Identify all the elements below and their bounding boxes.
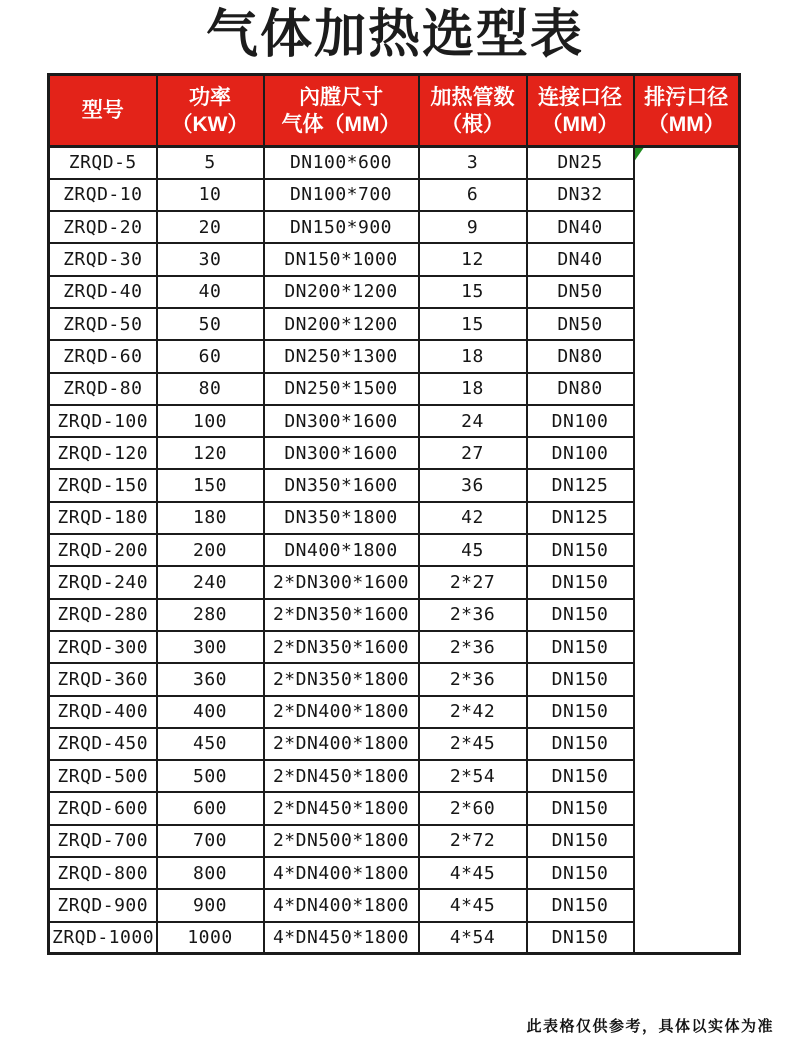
cell-connection-diameter: DN100 [527,437,634,469]
cell-tube-count: 24 [419,405,527,437]
cell-power: 900 [157,889,264,921]
cell-model: ZRQD-1000 [49,922,157,954]
cell-connection-diameter: DN150 [527,792,634,824]
cell-power: 20 [157,211,264,243]
cell-chamber-size: 2*DN400*1800 [264,728,419,760]
cell-power: 300 [157,631,264,663]
cell-chamber-size: 2*DN350*1600 [264,631,419,663]
cell-power: 30 [157,243,264,275]
cell-connection-diameter: DN150 [527,728,634,760]
cell-power: 700 [157,825,264,857]
cell-chamber-size: DN100*600 [264,147,419,179]
cell-tube-count: 45 [419,534,527,566]
cell-connection-diameter: DN150 [527,696,634,728]
cell-model: ZRQD-600 [49,792,157,824]
table-header-row [49,75,740,147]
cell-model: ZRQD-180 [49,502,157,534]
cell-power: 80 [157,373,264,405]
cell-power: 120 [157,437,264,469]
cell-power: 10 [157,179,264,211]
cell-model: ZRQD-10 [49,179,157,211]
cell-tube-count: 2*27 [419,566,527,598]
cell-chamber-size: 2*DN500*1800 [264,825,419,857]
cell-model: ZRQD-80 [49,373,157,405]
cell-power: 200 [157,534,264,566]
cell-power: 40 [157,276,264,308]
cell-tube-count: 18 [419,340,527,372]
cell-tube-count: 42 [419,502,527,534]
cell-connection-diameter: DN150 [527,825,634,857]
cell-chamber-size: 4*DN450*1800 [264,922,419,954]
cell-chamber-size: DN250*1500 [264,373,419,405]
cell-connection-diameter: DN80 [527,340,634,372]
cell-model: ZRQD-30 [49,243,157,275]
cell-connection-diameter: DN32 [527,179,634,211]
cell-connection-diameter: DN40 [527,243,634,275]
cell-power: 600 [157,792,264,824]
cell-chamber-size: 2*DN400*1800 [264,696,419,728]
cell-power: 500 [157,760,264,792]
cell-connection-diameter: DN80 [527,373,634,405]
cell-connection-diameter: DN25 [527,147,634,179]
cell-model: ZRQD-300 [49,631,157,663]
cell-chamber-size: 4*DN400*1800 [264,857,419,889]
cell-model: ZRQD-500 [49,760,157,792]
cell-connection-diameter: DN150 [527,599,634,631]
cell-power: 180 [157,502,264,534]
cell-connection-diameter: DN50 [527,276,634,308]
cell-model: ZRQD-450 [49,728,157,760]
cell-tube-count: 4*45 [419,857,527,889]
cell-connection-diameter: DN150 [527,566,634,598]
cell-chamber-size: 2*DN450*1800 [264,760,419,792]
cell-connection-diameter: DN150 [527,857,634,889]
cell-chamber-size: DN150*1000 [264,243,419,275]
cell-power: 400 [157,696,264,728]
cell-drain-diameter-merged [634,147,740,954]
cell-chamber-size: 2*DN300*1600 [264,566,419,598]
disclaimer-note: 此表格仅供参考，具体以实体为准 [526,1018,774,1035]
cell-corner-marker-icon [635,148,644,161]
cell-tube-count: 27 [419,437,527,469]
cell-model: ZRQD-400 [49,696,157,728]
cell-power: 360 [157,663,264,695]
cell-model: ZRQD-900 [49,889,157,921]
cell-connection-diameter: DN150 [527,760,634,792]
cell-power: 280 [157,599,264,631]
cell-model: ZRQD-700 [49,825,157,857]
cell-power: 150 [157,469,264,501]
cell-tube-count: 12 [419,243,527,275]
cell-model: ZRQD-50 [49,308,157,340]
cell-connection-diameter: DN125 [527,469,634,501]
cell-power: 60 [157,340,264,372]
cell-connection-diameter: DN150 [527,922,634,954]
cell-power: 50 [157,308,264,340]
cell-chamber-size: DN350*1600 [264,469,419,501]
cell-tube-count: 2*72 [419,825,527,857]
cell-tube-count: 4*54 [419,922,527,954]
cell-connection-diameter: DN100 [527,405,634,437]
cell-model: ZRQD-20 [49,211,157,243]
cell-chamber-size: DN350*1800 [264,502,419,534]
cell-tube-count: 4*45 [419,889,527,921]
cell-connection-diameter: DN40 [527,211,634,243]
cell-tube-count: 2*36 [419,663,527,695]
cell-model: ZRQD-240 [49,566,157,598]
page-title: 气体加热选型表 [205,6,584,64]
cell-connection-diameter: DN50 [527,308,634,340]
cell-model: ZRQD-280 [49,599,157,631]
cell-chamber-size: DN300*1600 [264,405,419,437]
column-header-power: 功率 （KW） [157,75,264,147]
cell-model: ZRQD-100 [49,405,157,437]
cell-chamber-size: 4*DN400*1800 [264,889,419,921]
cell-model: ZRQD-40 [49,276,157,308]
cell-connection-diameter: DN125 [527,502,634,534]
cell-tube-count: 3 [419,147,527,179]
cell-chamber-size: DN200*1200 [264,276,419,308]
cell-connection-diameter: DN150 [527,889,634,921]
cell-tube-count: 6 [419,179,527,211]
cell-tube-count: 9 [419,211,527,243]
cell-tube-count: 15 [419,308,527,340]
cell-chamber-size: 2*DN350*1800 [264,663,419,695]
cell-power: 800 [157,857,264,889]
cell-model: ZRQD-120 [49,437,157,469]
table-row [49,147,740,179]
cell-model: ZRQD-360 [49,663,157,695]
cell-chamber-size: DN150*900 [264,211,419,243]
cell-power: 1000 [157,922,264,954]
cell-chamber-size: 2*DN350*1600 [264,599,419,631]
cell-chamber-size: 2*DN450*1800 [264,792,419,824]
cell-model: ZRQD-800 [49,857,157,889]
cell-model: ZRQD-150 [49,469,157,501]
cell-connection-diameter: DN150 [527,631,634,663]
cell-model: ZRQD-200 [49,534,157,566]
cell-tube-count: 2*60 [419,792,527,824]
cell-chamber-size: DN300*1600 [264,437,419,469]
cell-tube-count: 2*42 [419,696,527,728]
column-header-model: 型号 [49,75,157,147]
cell-power: 100 [157,405,264,437]
cell-chamber-size: DN200*1200 [264,308,419,340]
cell-connection-diameter: DN150 [527,534,634,566]
column-header-chamber-size: 內膛尺寸 气体（MM） [264,75,419,147]
cell-power: 5 [157,147,264,179]
column-header-connection-diameter: 连接口径 （MM） [527,75,634,147]
selection-table-container [47,73,741,955]
cell-power: 240 [157,566,264,598]
cell-model: ZRQD-5 [49,147,157,179]
cell-tube-count: 2*45 [419,728,527,760]
cell-tube-count: 2*36 [419,631,527,663]
column-header-drain-diameter: 排污口径 （MM） [634,75,740,147]
column-header-tube-count: 加热管数 （根） [419,75,527,147]
cell-chamber-size: DN100*700 [264,179,419,211]
cell-tube-count: 2*36 [419,599,527,631]
cell-model: ZRQD-60 [49,340,157,372]
cell-tube-count: 2*54 [419,760,527,792]
cell-tube-count: 18 [419,373,527,405]
selection-table [47,73,741,955]
cell-connection-diameter: DN150 [527,663,634,695]
cell-chamber-size: DN400*1800 [264,534,419,566]
cell-chamber-size: DN250*1300 [264,340,419,372]
cell-tube-count: 15 [419,276,527,308]
cell-power: 450 [157,728,264,760]
cell-tube-count: 36 [419,469,527,501]
